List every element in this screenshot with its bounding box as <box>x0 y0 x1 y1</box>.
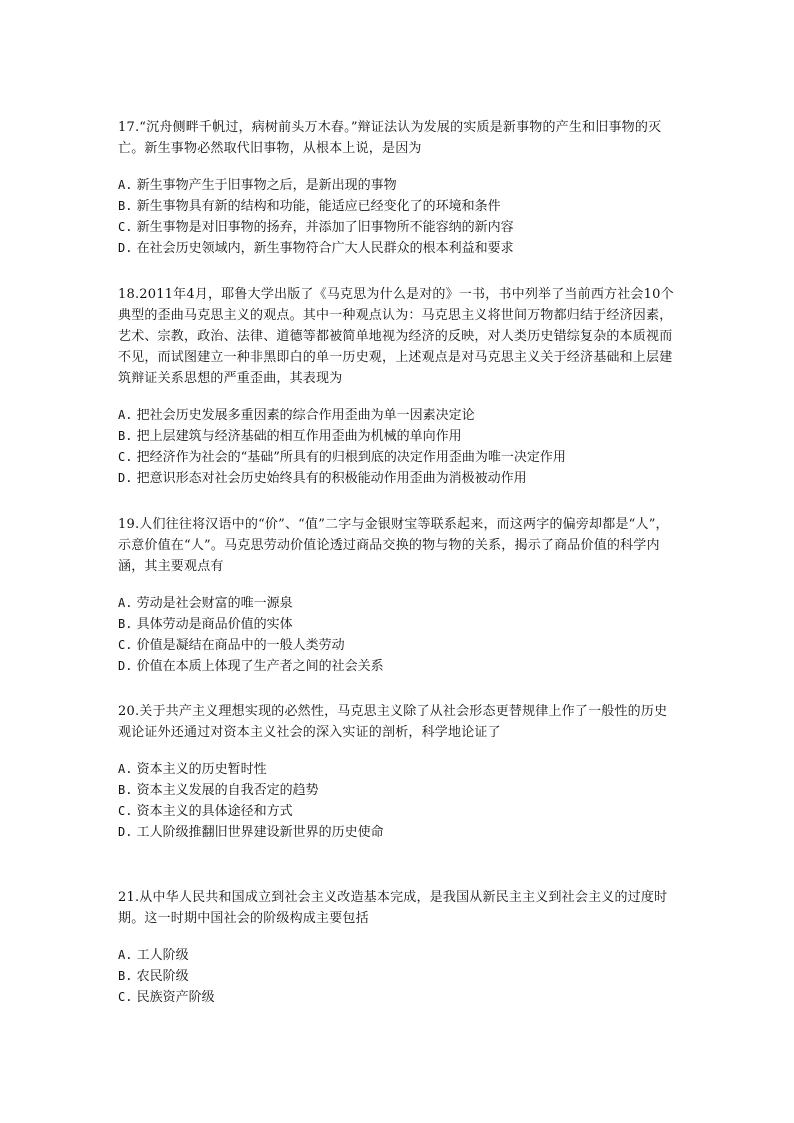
option-list <box>118 945 678 1008</box>
option-text: 价值是凝结在商品中的一般人类劳动 <box>136 638 345 653</box>
option-text: 把社会历史发展多重因素的综合作用歪曲为单一因素决定论 <box>136 408 475 423</box>
option-letter: C. <box>118 450 133 464</box>
option-text: 把上层建筑与经济基础的相互作用歪曲为机械的单向作用 <box>136 429 462 444</box>
option-text: 具体劳动是商品价值的实体 <box>136 617 293 632</box>
question-20 <box>118 701 678 843</box>
option-list <box>118 405 678 489</box>
option-text: 把经济作为社会的“基础”所具有的归根到底的决定作用歪曲为唯一决定作用 <box>136 450 566 465</box>
option-letter: D. <box>118 659 133 673</box>
option-text: 工人阶级 <box>136 948 189 963</box>
option-c <box>118 447 678 468</box>
option-letter: B. <box>118 199 133 213</box>
option-d <box>118 238 678 259</box>
option-b <box>118 780 678 801</box>
option-letter: A. <box>118 762 133 776</box>
option-list <box>118 759 678 843</box>
option-letter: A. <box>118 596 133 610</box>
option-text: 工人阶级推翻旧世界建设新世界的历史使命 <box>136 825 384 840</box>
option-letter: C. <box>118 990 133 1004</box>
option-letter: D. <box>118 241 133 255</box>
option-text: 新生事物具有新的结构和功能，能适应已经变化了的环境和条件 <box>136 199 501 214</box>
option-a <box>118 593 678 614</box>
option-b <box>118 966 678 987</box>
option-a <box>118 405 678 426</box>
option-b <box>118 426 678 447</box>
option-text: 资本主义发展的自我否定的趋势 <box>136 783 319 798</box>
option-letter: A. <box>118 948 133 962</box>
option-letter: B. <box>118 429 133 443</box>
question-19 <box>118 514 678 677</box>
option-text: 资本主义的历史暂时性 <box>136 762 267 777</box>
option-text: 价值在本质上体现了生产者之间的社会关系 <box>136 659 384 674</box>
option-letter: D. <box>118 825 133 839</box>
option-c <box>118 635 678 656</box>
option-c <box>118 801 678 822</box>
question-21 <box>118 887 678 1008</box>
option-letter: D. <box>118 471 133 485</box>
option-text: 劳动是社会财富的唯一源泉 <box>136 596 293 611</box>
option-letter: B. <box>118 783 133 797</box>
option-text: 农民阶级 <box>136 969 189 984</box>
option-d <box>118 656 678 677</box>
question-stem: 20.关于共产主义理想实现的必然性，马克思主义除了从社会形态更替规律上作了一般性的历史观论证外还通过对资本主义社会的深入实证的剖析，科学地论证了 <box>118 704 668 740</box>
option-letter: B. <box>118 617 133 631</box>
option-text: 把意识形态对社会历史始终具有的积极能动作用歪曲为消极被动作用 <box>136 471 527 486</box>
option-d <box>118 822 678 843</box>
question-stem: 19.人们往往将汉语中的“价”、“值”二字与金银财宝等联系起来，而这两字的偏旁却都是“人”，示意价值在“人”。马克思劳动价值论透过商品交换的物与物的关系，揭示了商品价值的科学内涵，其主要观点有 <box>118 517 669 574</box>
question-17 <box>118 117 678 259</box>
question-stem: 21.从中华人民共和国成立到社会主义改造基本完成，是我国从新民主主义到社会主义的过度时期。这一时期中国社会的阶级构成主要包括 <box>118 890 668 926</box>
option-letter: A. <box>118 408 133 422</box>
option-a <box>118 759 678 780</box>
option-c <box>118 987 678 1008</box>
option-a <box>118 945 678 966</box>
question-stem: 18.2011年4月，耶鲁大学出版了《马克思为什么是对的》一书，书中列举了当前西方社会10个典型的歪曲马克思主义的观点。其中一种观点认为：马克思主义将世间万物都归结于经济因素，艺术、宗教，政治、法律、道德等都被简单地视为经济的反映，对人类历史错综复杂的本质视而不见，而试图建立一种非黑即白的单一历史观，上述观点是对马克思主义关于经济基础和上层建筑辩证关系思想的严重歪曲，其表现为 <box>118 287 674 386</box>
option-letter: C. <box>118 638 133 652</box>
option-letter: B. <box>118 969 133 983</box>
question-stem: 17.“沉舟侧畔千帆过，病树前头万木春。”辩证法认为发展的实质是新事物的产生和旧事物的灭亡。新生事物必然取代旧事物，从根本上说，是因为 <box>118 120 662 156</box>
option-text: 资本主义的具体途径和方式 <box>136 804 293 819</box>
option-a <box>118 175 678 196</box>
option-text: 新生事物产生于旧事物之后，是新出现的事物 <box>136 178 397 193</box>
option-letter: C. <box>118 804 133 818</box>
option-letter: C. <box>118 220 133 234</box>
question-18 <box>118 284 678 489</box>
option-text: 民族资产阶级 <box>136 990 215 1005</box>
option-list <box>118 175 678 259</box>
option-b <box>118 196 678 217</box>
option-text: 新生事物是对旧事物的扬弃，并添加了旧事物所不能容纳的新内容 <box>136 220 514 235</box>
option-letter: A. <box>118 178 133 192</box>
option-d <box>118 468 678 489</box>
option-b <box>118 614 678 635</box>
option-c <box>118 217 678 238</box>
option-text: 在社会历史领域内，新生事物符合广大人民群众的根本利益和要求 <box>136 241 514 256</box>
option-list <box>118 593 678 677</box>
